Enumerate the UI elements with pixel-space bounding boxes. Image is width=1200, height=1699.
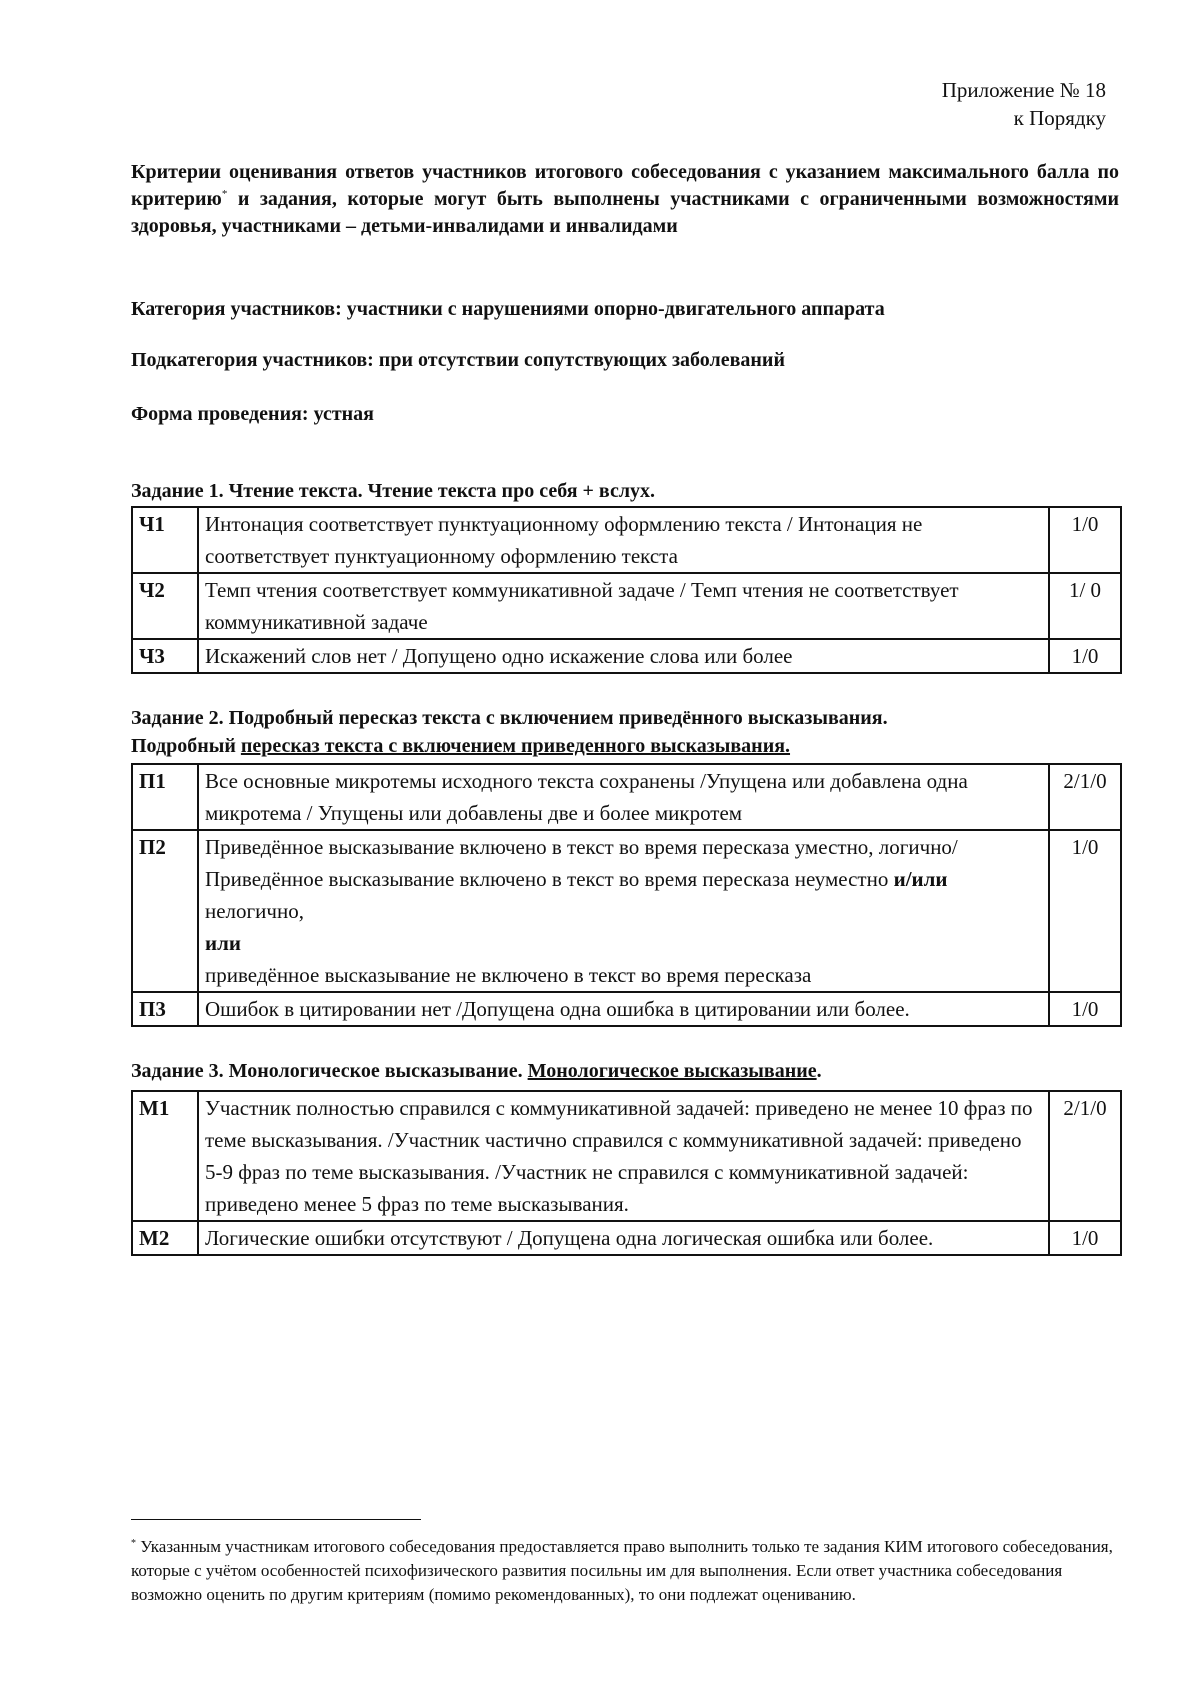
criterion-description: Искажений слов нет / Допущено одно искажение слова или более <box>198 639 1049 673</box>
task2-heading-underlined: пересказ текста с включением приведенного высказывания. <box>240 735 791 757</box>
criterion-description: Логические ошибки отсутствуют / Допущена одна логическая ошибка или более. <box>198 1221 1049 1255</box>
task1-criteria-table <box>131 506 1122 674</box>
criterion-code: Ч3 <box>132 639 198 673</box>
table-row <box>132 764 1121 830</box>
criterion-score: 2/1/0 <box>1049 764 1121 830</box>
table-row <box>132 507 1121 573</box>
task2-heading-plain: Подробный <box>131 735 241 757</box>
criterion-score: 1/ 0 <box>1049 573 1121 639</box>
p2-bold-or: или <box>205 931 241 955</box>
table-row <box>132 992 1121 1026</box>
title-part2: и задания, которые могут быть выполнены участниками с ограниченными возможностями здоровья, участниками – детьми-инвалидами и инвалидами <box>131 188 1119 237</box>
footnote-mark: * <box>131 1538 136 1549</box>
appendix-to-order: к Порядку <box>1013 106 1106 130</box>
criterion-score: 1/0 <box>1049 992 1121 1026</box>
criterion-description <box>198 830 1049 992</box>
p2-bold-and-or: и/или <box>893 867 948 891</box>
title-footnote-mark: * <box>221 188 228 200</box>
criterion-description: Интонация соответствует пунктуационному оформлению текста / Интонация не соответствует пунктуационному оформлению текста <box>198 507 1049 573</box>
title-part1: Критерии оценивания ответов участников итогового собеседования с указанием максимального балла по критерию <box>131 161 1119 210</box>
footnote-separator <box>131 1519 421 1520</box>
criterion-score: 1/0 <box>1049 639 1121 673</box>
footnote-text: Указанным участникам итогового собеседования предоставляется право выполнить только те задания КИМ итогового собеседования, которые с учётом особенностей психофизического развития посильны им для выполнения. Если ответ участника собеседования возможно оценить по другим критериям (помимо рекомендованных), то они подлежат оцениванию. <box>131 1537 1113 1604</box>
table-row <box>132 1221 1121 1255</box>
task3-heading-end: . <box>816 1060 822 1082</box>
task2-heading <box>131 704 888 760</box>
criterion-code: М1 <box>132 1091 198 1221</box>
task1-heading: Задание 1. Чтение текста. Чтение текста про себя + вслух. <box>131 480 656 502</box>
task2-heading-line2 <box>131 732 888 760</box>
document-title <box>131 159 1119 240</box>
criterion-score: 1/0 <box>1049 830 1121 992</box>
participant-category: Категория участников: участники с нарушениями опорно-двигательного аппарата <box>131 298 885 320</box>
p2-text-part3: приведённое высказывание не включено в текст во время пересказа <box>205 963 812 987</box>
task3-heading <box>131 1057 822 1085</box>
appendix-reference <box>942 76 1106 132</box>
participant-subcategory: Подкатегория участников: при отсутствии сопутствующих заболеваний <box>131 349 785 371</box>
footnote <box>131 1535 1121 1607</box>
criterion-code: П2 <box>132 830 198 992</box>
criterion-code: П1 <box>132 764 198 830</box>
table-row <box>132 639 1121 673</box>
criterion-code: М2 <box>132 1221 198 1255</box>
p2-text-part1: Приведённое высказывание включено в текст во время пересказа уместно, логично/ Приведённое высказывание включено в текст во время пересказа неуместно <box>205 835 958 891</box>
criterion-score: 1/0 <box>1049 1221 1121 1255</box>
criterion-description: Участник полностью справился с коммуникативной задачей: приведено не менее 10 фраз по теме высказывания. /Участник частично справился с коммуникативной задачей: приведено 5-9 фраз по теме высказывания. /Участник не справился с коммуникативной задачей: приведено менее 5 фраз по теме высказывания. <box>198 1091 1049 1221</box>
criterion-code: П3 <box>132 992 198 1026</box>
table-row <box>132 830 1121 992</box>
criterion-score: 1/0 <box>1049 507 1121 573</box>
conduct-form: Форма проведения: устная <box>131 403 374 425</box>
task3-heading-plain: Задание 3. Монологическое высказывание. <box>131 1060 528 1082</box>
table-row <box>132 573 1121 639</box>
criterion-code: Ч2 <box>132 573 198 639</box>
task2-criteria-table <box>131 763 1122 1027</box>
task2-heading-line1: Задание 2. Подробный пересказ текста с включением приведённого высказывания. <box>131 707 888 729</box>
criterion-description: Ошибок в цитировании нет /Допущена одна ошибка в цитировании или более. <box>198 992 1049 1026</box>
task3-heading-underlined: Монологическое высказывание <box>527 1060 817 1082</box>
p2-text-part2: нелогично, <box>205 899 304 923</box>
table-row <box>132 1091 1121 1221</box>
criterion-description: Все основные микротемы исходного текста сохранены /Упущена или добавлена одна микротема / Упущены или добавлены две и более микротем <box>198 764 1049 830</box>
criterion-score: 2/1/0 <box>1049 1091 1121 1221</box>
criterion-code: Ч1 <box>132 507 198 573</box>
appendix-number: Приложение № 18 <box>941 78 1106 102</box>
criterion-description: Темп чтения соответствует коммуникативной задаче / Темп чтения не соответствует коммуникативной задаче <box>198 573 1049 639</box>
task3-criteria-table <box>131 1090 1122 1256</box>
